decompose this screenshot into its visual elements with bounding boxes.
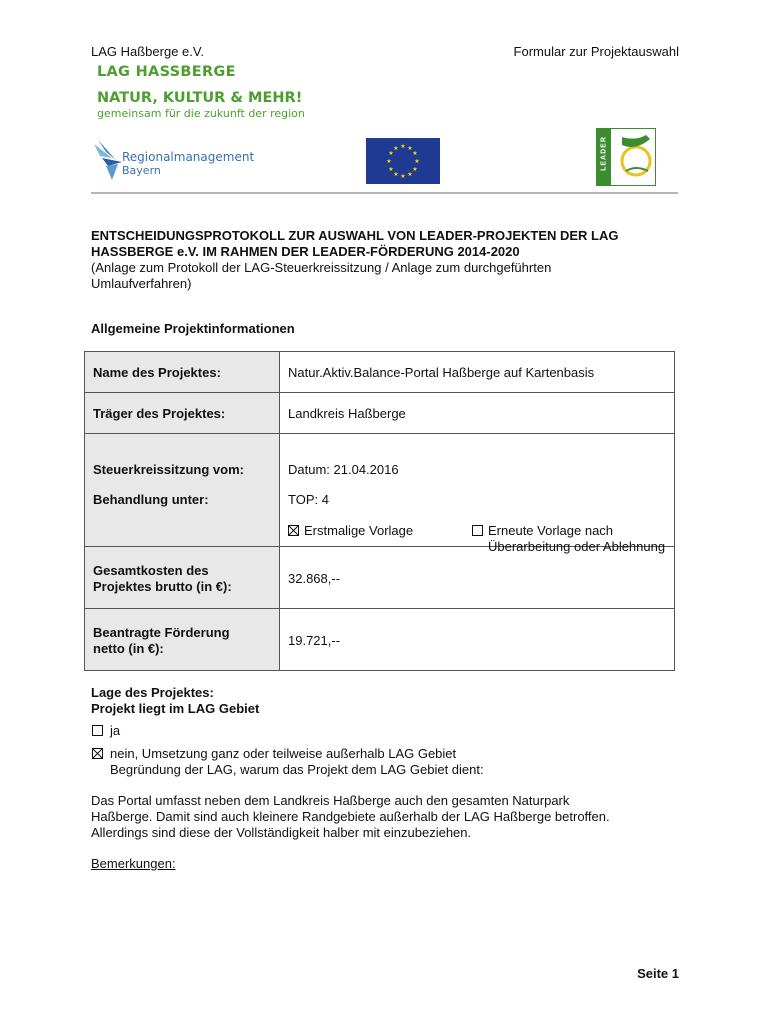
svg-text:★: ★ <box>400 143 406 150</box>
leader-label: LEADER <box>600 136 608 171</box>
subtitle-line2: Umlaufverfahren) <box>91 276 192 291</box>
title-line1: ENTSCHEIDUNGSPROTOKOLL ZUR AUSWAHL VON LEADER-PROJEKTEN DER LAG <box>91 228 619 243</box>
project-info-table <box>84 351 675 671</box>
kosten-label-line1: Gesamtkosten des <box>93 563 209 578</box>
nein-checkbox[interactable] <box>92 748 103 759</box>
svg-text:★: ★ <box>388 166 394 173</box>
lage-title-line1: Lage des Projektes: <box>91 685 214 700</box>
subtitle-line1: (Anlage zum Protokoll der LAG-Steuerkreissitzung / Anlage zum durchgeführten <box>91 260 552 275</box>
behandlung-value: TOP: 4 <box>288 492 329 507</box>
header-form-title: Formular zur Projektauswahl <box>513 44 679 59</box>
bird-icon <box>92 138 126 182</box>
lag-logo-line1: LAG HASSBERGE <box>97 64 236 80</box>
ja-checkbox[interactable] <box>92 725 103 736</box>
erneut-label-line1: Erneute Vorlage nach <box>488 523 614 538</box>
svg-text:★: ★ <box>414 158 420 165</box>
section-title: Allgemeine Projektinformationen <box>91 321 295 336</box>
lage-title-line2: Projekt liegt im LAG Gebiet <box>91 701 260 716</box>
svg-text:★: ★ <box>412 166 418 173</box>
nein-label: nein, Umsetzung ganz oder teilweise außerhalb LAG Gebiet <box>110 746 457 761</box>
erneut-label-line2: Überarbeitung oder Ablehnung <box>488 539 666 554</box>
name-value: Natur.Aktiv.Balance-Portal Haßberge auf Kartenbasis <box>288 365 595 380</box>
leader-logo <box>596 128 656 186</box>
table-row <box>85 609 675 671</box>
behandlung-label: Behandlung unter: <box>93 492 209 507</box>
svg-text:★: ★ <box>400 173 406 180</box>
title-line2: HASSBERGE e.V. IM RAHMEN DER LEADER-FÖRDERUNG 2014-2020 <box>91 244 520 259</box>
table-row <box>85 434 675 547</box>
regional-line2: Bayern <box>122 164 161 177</box>
sitzung-label: Steuerkreissitzung vom: <box>93 462 244 477</box>
document-title <box>91 228 681 292</box>
table-row <box>85 393 675 434</box>
bemerkungen-label: Bemerkungen: <box>91 856 176 871</box>
traeger-value: Landkreis Haßberge <box>288 406 406 421</box>
traeger-label: Träger des Projektes: <box>93 406 226 421</box>
erstmalig-checkbox[interactable] <box>288 525 299 536</box>
table-row <box>85 352 675 393</box>
header-divider <box>91 192 678 194</box>
ja-label: ja <box>110 723 121 738</box>
regional-line1: Regionalmanagement <box>122 150 255 164</box>
erstmalig-label: Erstmalige Vorlage <box>304 523 414 538</box>
page-number: Seite 1 <box>637 966 679 981</box>
foerderung-label-line2: netto (in €): <box>93 641 164 656</box>
lag-logo-line2: NATUR, KULTUR & MEHR! <box>97 90 303 106</box>
leader-emblem-icon <box>612 131 654 183</box>
lag-logo-line3: gemeinsam für die zukunft der region <box>97 107 305 120</box>
table-row <box>85 547 675 609</box>
svg-text:★: ★ <box>412 150 418 157</box>
foerderung-value: 19.721,-- <box>288 633 341 648</box>
regionalmanagement-logo <box>92 138 255 184</box>
svg-text:★: ★ <box>407 145 413 152</box>
svg-text:★: ★ <box>393 171 399 178</box>
header-org: LAG Haßberge e.V. <box>91 44 204 59</box>
begruendung-line1: Das Portal umfasst neben dem Landkreis Haßberge auch den gesamten Naturpark <box>91 793 570 808</box>
sitzung-value: Datum: 21.04.2016 <box>288 462 399 477</box>
kosten-value: 32.868,-- <box>288 571 341 586</box>
name-label: Name des Projektes: <box>93 365 221 380</box>
svg-text:★: ★ <box>407 171 413 178</box>
begruendung-label: Begründung der LAG, warum das Projekt dem LAG Gebiet dient: <box>110 762 484 777</box>
begruendung-line2: Haßberge. Damit sind auch kleinere Randgebiete außerhalb der LAG Haßberge betroffen. <box>91 809 610 824</box>
svg-text:★: ★ <box>393 145 399 152</box>
svg-text:★: ★ <box>386 158 392 165</box>
eu-flag <box>366 138 440 184</box>
foerderung-label-line1: Beantragte Förderung <box>93 625 230 640</box>
kosten-label-line2: Projektes brutto (in €): <box>93 579 232 594</box>
eu-stars-icon <box>366 138 440 184</box>
erneut-checkbox[interactable] <box>472 525 483 536</box>
begruendung-line3: Allerdings sind diese der Vollständigkeit halber mit einzubeziehen. <box>91 825 472 840</box>
svg-text:★: ★ <box>388 150 394 157</box>
